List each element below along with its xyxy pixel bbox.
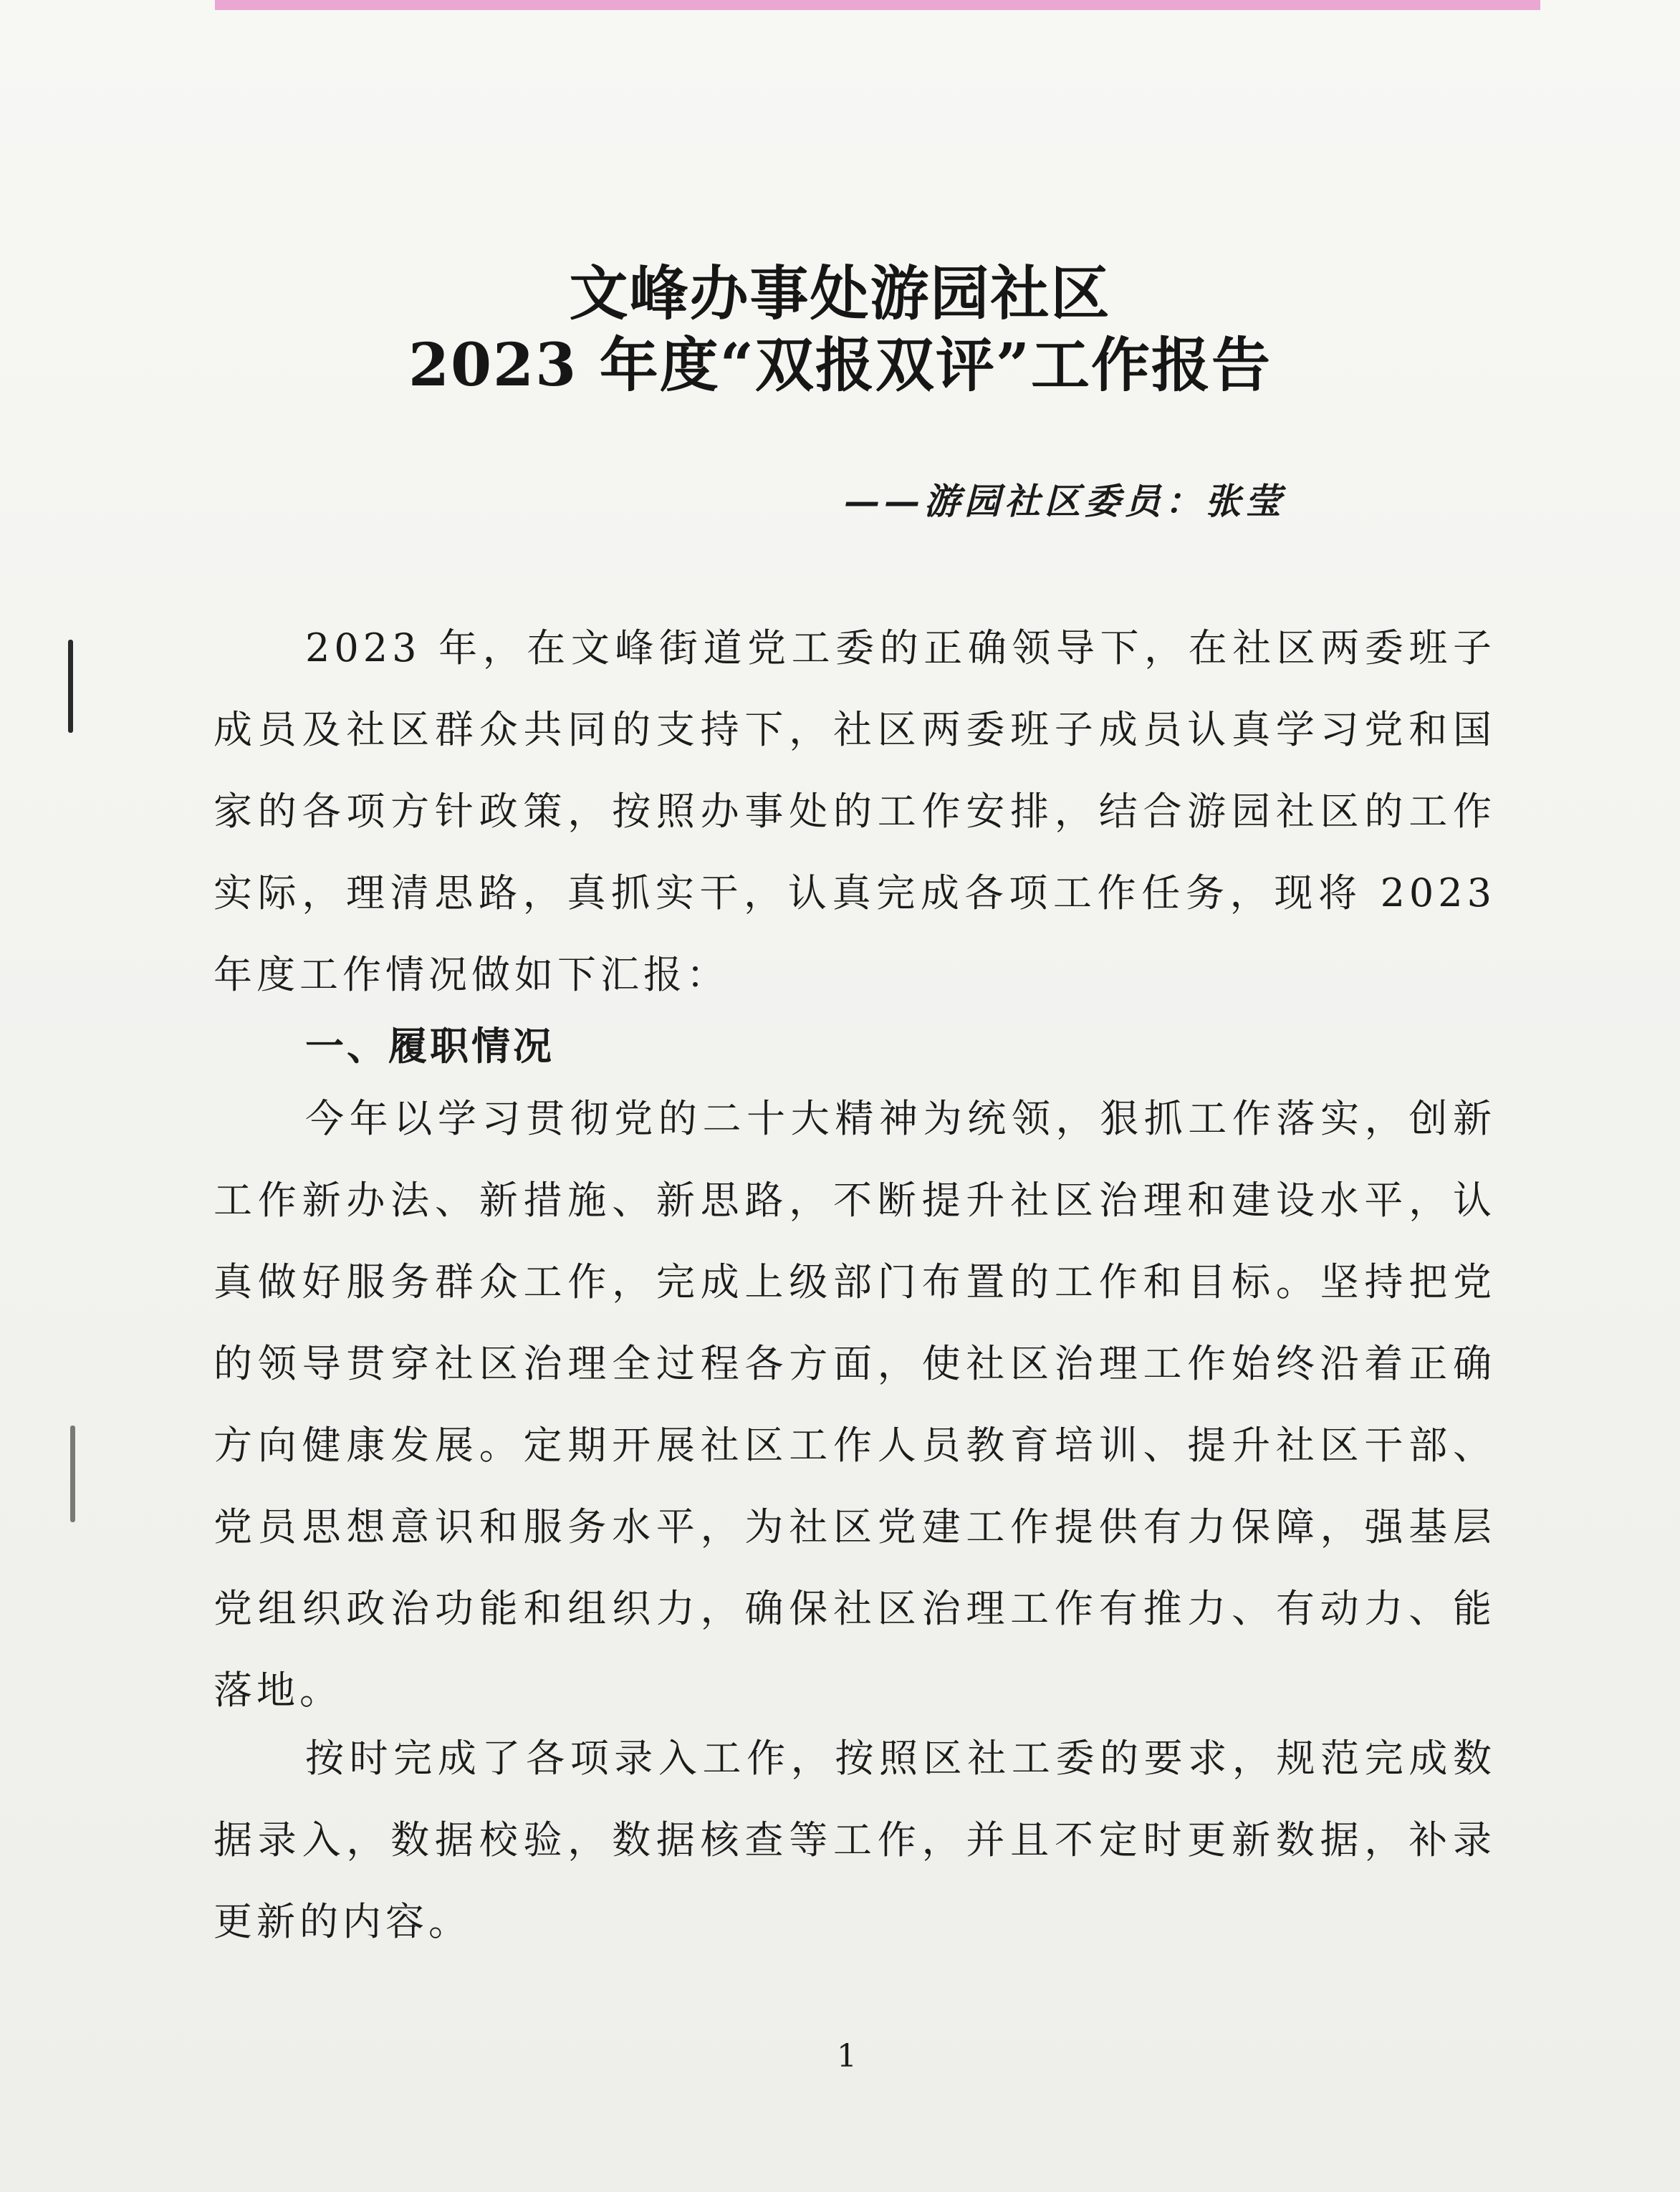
section-heading: 一、履职情况 — [305, 1023, 555, 1069]
document-title-line-2: 2023 年度“双报双评”工作报告 — [408, 331, 1272, 400]
margin-pen-mark — [68, 640, 73, 733]
page-top-edge-strip — [215, 0, 1540, 10]
body-paragraph-intro: 2023 年，在文峰街道党工委的正确领导下，在社区两委班子成员及社区群众共同的支持下，社区两委班子成员认真学习党和国家的各项方针政策，按照办事处的工作安排，结合游园社区的工作实际，理清思路，真抓实干，认真完成各项工作任务，现将 2023 年度工作情况做如下汇报： — [213, 625, 1496, 997]
page-number: 1 — [837, 2038, 857, 2075]
body-paragraph-duties: 今年以学习贯彻党的二十大精神为统领，狠抓工作落实，创新工作新办法、新措施、新思路，不断提升社区治理和建设水平，认真做好服务群众工作，完成上级部门布置的工作和目标。坚持把党的领导贯穿社区治理全过程各方面，使社区治理工作始终沿着正确方向健康发展。定期开展社区工作人员教育培训、提升社区干部、党员思想意识和服务水平，为社区党建工作提供有力保障，强基层党组织政治功能和组织力，确保社区治理工作有推力、有动力、能落地。 — [213, 1096, 1496, 1713]
body-paragraph-data-entry: 按时完成了各项录入工作，按照区社工委的要求，规范完成数据录入，数据校验，数据核查等工作，并且不定时更新数据，补录更新的内容。 — [213, 1736, 1496, 1944]
document-title-line-1: 文峰办事处游园社区 — [569, 259, 1111, 328]
author-byline: ——游园社区委员：张莹 — [844, 480, 1285, 522]
margin-pen-mark — [70, 1426, 75, 1522]
